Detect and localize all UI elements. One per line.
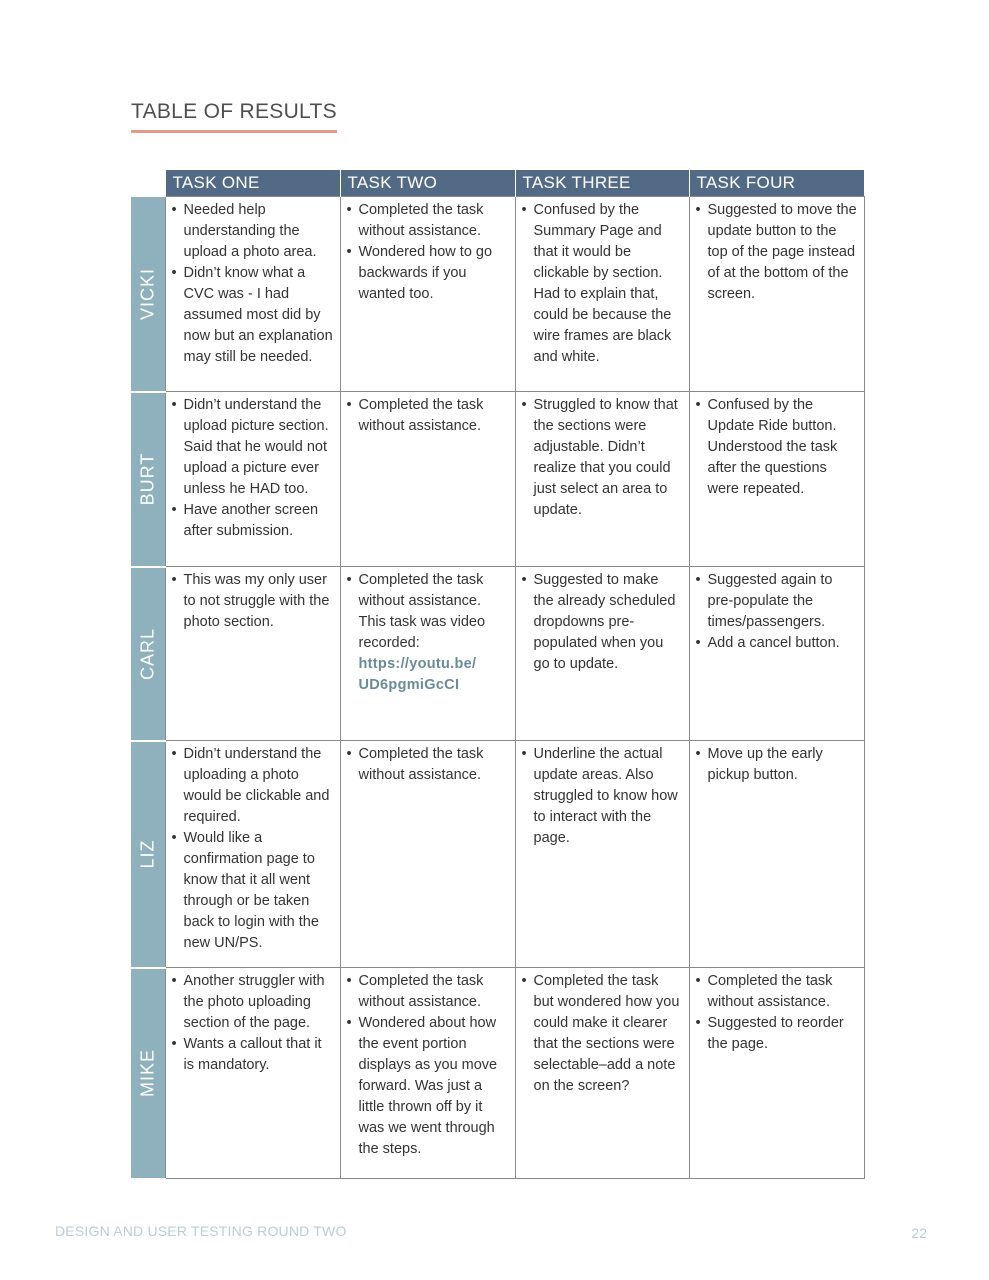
- result-cell: [165, 567, 340, 741]
- result-cell: [689, 567, 864, 741]
- result-item: • Completed the task without assistance.: [347, 200, 509, 242]
- page-title: TABLE OF RESULTS: [131, 100, 337, 133]
- header-task-three: TASK THREE: [515, 170, 689, 197]
- result-cell: [165, 741, 340, 968]
- result-item: • Suggested again to pre-populate the times/passengers.: [696, 570, 858, 633]
- result-item: • Would like a confirmation page to know that it all went through or be taken back to login with the new UN/PS.: [172, 828, 334, 954]
- result-cell: [340, 968, 515, 1179]
- row-vicki: [131, 197, 864, 392]
- video-link[interactable]: https://youtu.be/ UD6pgmiGcCI: [358, 656, 477, 693]
- result-cell: [689, 968, 864, 1179]
- row-carl: [131, 567, 864, 741]
- result-cell: [340, 741, 515, 968]
- participant-name: CARL: [137, 627, 158, 680]
- result-item: • Didn’t understand the upload picture section. Said that he would not upload a picture ever unless he HAD too.: [172, 395, 334, 500]
- participant-cell: [131, 392, 165, 567]
- result-cell: [165, 968, 340, 1179]
- header-task-two: TASK TWO: [340, 170, 515, 197]
- result-item: • Another struggler with the photo uploading section of the page.: [172, 971, 334, 1034]
- result-item: • Completed the task without assistance.: [696, 971, 858, 1013]
- result-item: • Suggested to make the already scheduled dropdowns pre-populated when you go to update.: [522, 570, 683, 675]
- header-corner: [131, 170, 165, 197]
- result-cell: [340, 197, 515, 392]
- participant-name: BURT: [137, 452, 158, 506]
- result-cell: [165, 392, 340, 567]
- result-cell: [515, 197, 689, 392]
- result-item: • Completed the task but wondered how you could make it clearer that the sections were selectable–add a note on the screen?: [522, 971, 683, 1097]
- result-cell: [340, 567, 515, 741]
- participant-name: MIKE: [137, 1048, 158, 1098]
- footer-document-title: DESIGN AND USER TESTING ROUND TWO: [55, 1223, 347, 1239]
- result-cell: [689, 741, 864, 968]
- header-task-one: TASK ONE: [165, 170, 340, 197]
- result-item: • Have another screen after submission.: [172, 500, 334, 542]
- header-row: [131, 170, 864, 197]
- result-item: • Confused by the Update Ride button. Understood the task after the questions were repeated.: [696, 395, 858, 500]
- result-cell: [515, 741, 689, 968]
- participant-cell: [131, 567, 165, 741]
- participant-name: VICKI: [137, 267, 158, 320]
- result-item: • Completed the task without assistance.: [347, 744, 509, 786]
- participant-cell: [131, 968, 165, 1179]
- result-item: • Wondered how to go backwards if you wanted too.: [347, 242, 509, 305]
- participant-cell: [131, 741, 165, 968]
- result-text: Completed the task without assistance. This task was video recorded:: [358, 572, 486, 651]
- result-item: • Didn’t understand the uploading a photo would be clickable and required.: [172, 744, 334, 828]
- results-table: [131, 170, 865, 1180]
- result-cell: [340, 392, 515, 567]
- result-item: • Confused by the Summary Page and that it would be clickable by section. Had to explain that, could be because the wire frames are black and white.: [522, 200, 683, 368]
- result-cell: [689, 392, 864, 567]
- result-item: • Add a cancel button.: [696, 633, 858, 654]
- result-item: • Underline the actual update areas. Also struggled to know how to interact with the page.: [522, 744, 683, 849]
- result-cell: [689, 197, 864, 392]
- result-item: • Wondered about how the event portion displays as you move forward. Was just a little thrown off by it was we went through the steps.: [347, 1013, 509, 1160]
- participant-name: LIZ: [137, 839, 158, 869]
- result-cell: [515, 968, 689, 1179]
- row-liz: [131, 741, 864, 968]
- result-item: • Move up the early pickup button.: [696, 744, 858, 786]
- page-number: 22: [911, 1225, 927, 1241]
- participant-cell: [131, 197, 165, 392]
- result-cell: [515, 392, 689, 567]
- result-item: • Suggested to reorder the page.: [696, 1013, 858, 1055]
- result-item: • Suggested to move the update button to the top of the page instead of at the bottom of the screen.: [696, 200, 858, 305]
- result-item: • Wants a callout that it is mandatory.: [172, 1034, 334, 1076]
- result-item: • Completed the task without assistance.: [347, 395, 509, 437]
- row-burt: [131, 392, 864, 567]
- result-cell: [165, 197, 340, 392]
- result-item: • This was my only user to not struggle with the photo section.: [172, 570, 334, 633]
- result-item: [347, 570, 509, 696]
- result-item: • Didn’t know what a CVC was - I had assumed most did by now but an explanation may still be needed.: [172, 263, 334, 368]
- result-item: • Struggled to know that the sections were adjustable. Didn’t realize that you could just select an area to update.: [522, 395, 683, 521]
- row-mike: [131, 968, 864, 1179]
- result-item: • Needed help understanding the upload a photo area.: [172, 200, 334, 263]
- header-task-four: TASK FOUR: [689, 170, 864, 197]
- result-cell: [515, 567, 689, 741]
- result-item: • Completed the task without assistance.: [347, 971, 509, 1013]
